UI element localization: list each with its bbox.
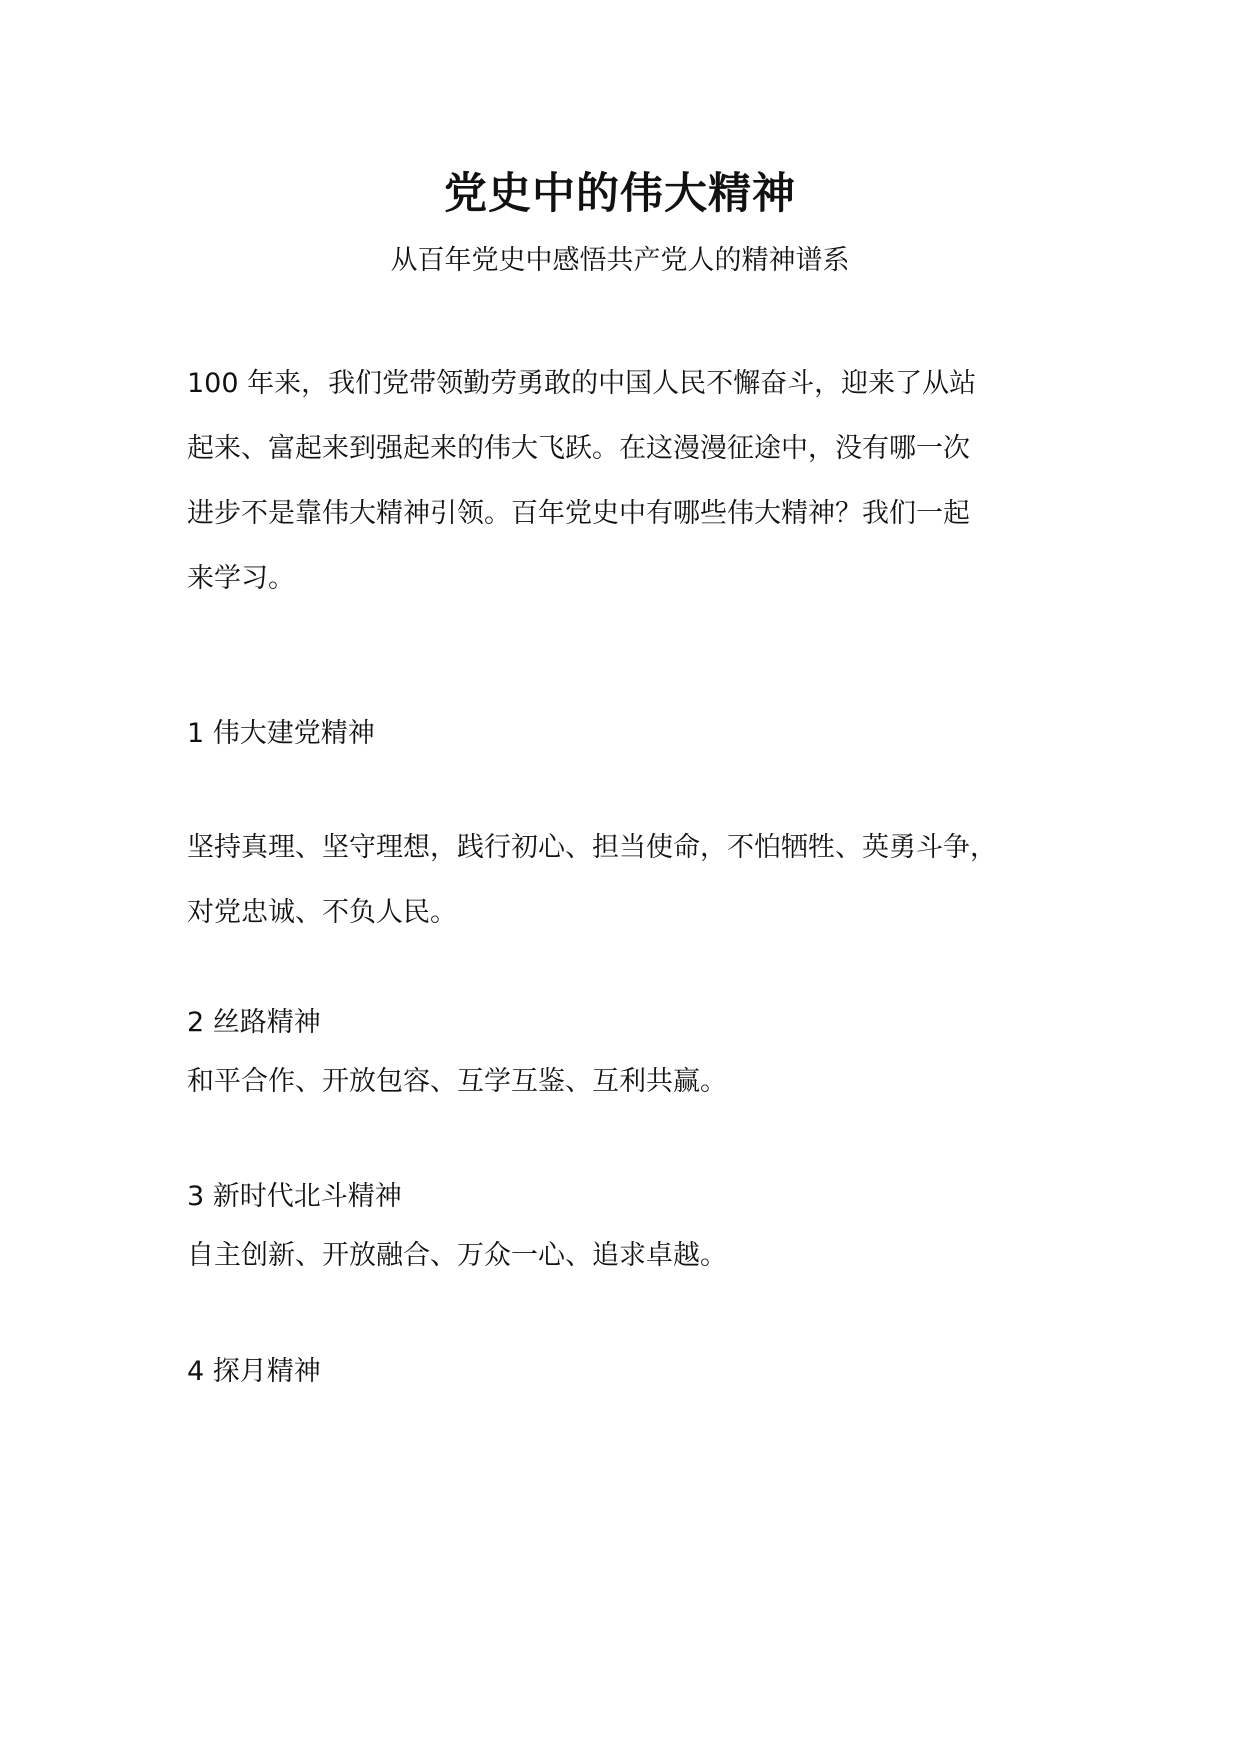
section-body-line: 对党忠诚、不负人民。 — [187, 897, 457, 928]
section-heading: 1 伟大建党精神 — [187, 718, 375, 749]
intro-line: 起来、富起来到强起来的伟大飞跃。在这漫漫征途中，没有哪一次 — [187, 433, 970, 464]
intro-line: 来学习。 — [187, 563, 295, 594]
section-body — [187, 815, 1087, 945]
section-heading: 2 丝路精神 — [187, 1007, 321, 1038]
document-title: 党史中的伟大精神 — [444, 169, 796, 219]
intro-line: 进步不是靠伟大精神引领。百年党史中有哪些伟大精神？我们一起 — [187, 498, 970, 529]
section-body-line: 和平合作、开放包容、互学互鉴、互利共赢。 — [187, 1066, 727, 1097]
section-heading: 4 探月精神 — [187, 1356, 321, 1387]
intro-paragraph — [187, 351, 1087, 611]
section-body-line: 自主创新、开放融合、万众一心、追求卓越。 — [187, 1240, 727, 1271]
section-heading: 3 新时代北斗精神 — [187, 1181, 402, 1212]
document-subtitle: 从百年党史中感悟共产党人的精神谱系 — [390, 245, 850, 276]
section-body-line: 坚持真理、坚守理想，践行初心、担当使命，不怕牺牲、英勇斗争， — [187, 832, 997, 863]
intro-line: 100 年来，我们党带领勤劳勇敢的中国人民不懈奋斗，迎来了从站 — [187, 368, 977, 399]
